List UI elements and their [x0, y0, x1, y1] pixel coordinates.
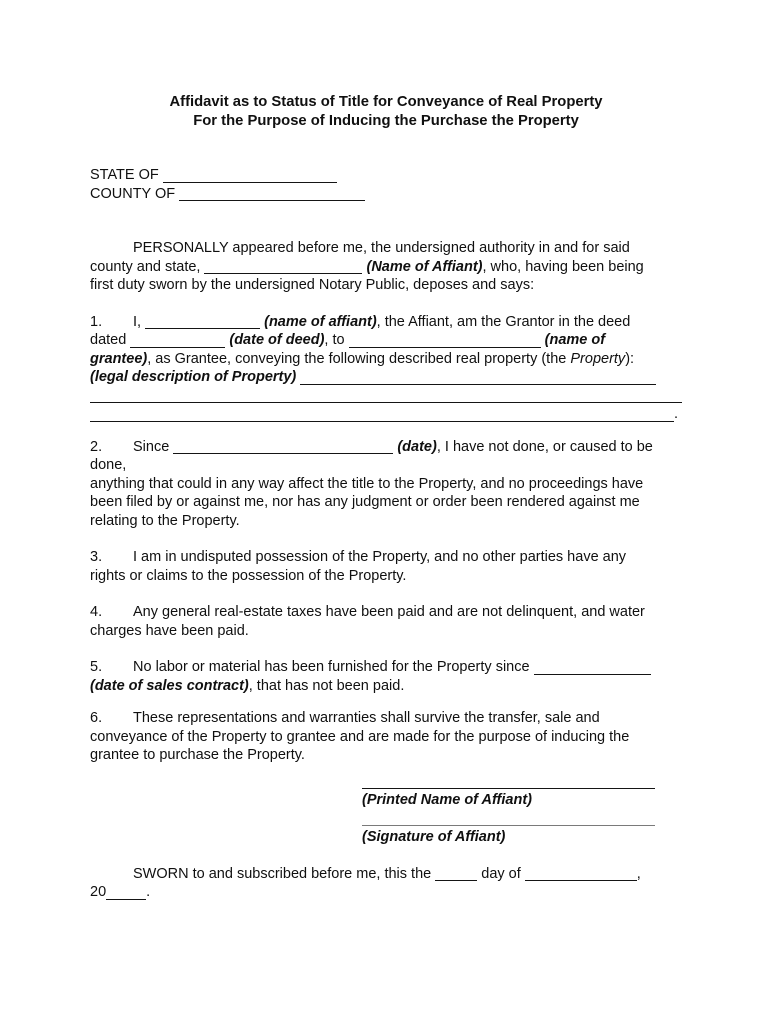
text-run: charges have been paid. [90, 622, 249, 639]
text-run: , I have not done, or caused to be done, [90, 438, 657, 473]
text-run: I am in undisputed possession of the Property, and no other parties have any [133, 549, 627, 565]
paragraph-4-line [90, 622, 682, 641]
paragraph-4-line [90, 603, 682, 622]
text-run: 20 [90, 884, 107, 900]
paragraph-1-line [90, 313, 682, 332]
document-body [90, 166, 682, 902]
text-run: , that has not been paid. [248, 677, 405, 694]
text-run: SWORN to and subscribed before me, this the [133, 865, 436, 882]
text-run: . [146, 884, 151, 900]
signature-label: (Signature of Affiant) [362, 829, 506, 845]
text-run: been filed by or against me, nor has any judgment or order been rendered against me [90, 494, 640, 510]
paragraph-4 [90, 603, 682, 640]
paragraph-2-line [90, 493, 682, 512]
paragraph-6-line [90, 709, 682, 728]
text-run: , the Affiant, am the Grantor in the deed [376, 313, 631, 330]
text-run: These representations and warranties shall survive the transfer, sale and [133, 710, 600, 726]
paragraph-2-line [90, 512, 682, 531]
p1-affiant-name-blank[interactable] [145, 323, 260, 329]
text-run: No labor or material has been furnished for the Property since [133, 659, 534, 675]
text-run: I, [133, 313, 146, 330]
item-3-number: 3. [90, 549, 103, 565]
text-run: , to [324, 332, 349, 348]
text-run: relating to the Property. [90, 512, 240, 529]
text-run: conveyance of the Property to grantee and are made for the purpose of inducing the [90, 728, 630, 745]
p2-date-blank[interactable] [173, 448, 393, 454]
text-run: anything that could in any way affect the title to the Property, and no proceedings have [90, 475, 644, 492]
item-6-number: 6. [90, 710, 103, 726]
text-run: Any general real-estate taxes have been paid and are not delinquent, and water [133, 604, 645, 620]
text-run: day of [477, 865, 525, 882]
text-run: (name of [544, 332, 606, 348]
venue-block-line [90, 166, 682, 185]
text-run: ): [625, 350, 635, 367]
opening-paragraph-line [90, 258, 682, 277]
text-run: (date of sales contract) [90, 677, 249, 694]
signature-block-line [362, 810, 682, 829]
p1-grantee-name-blank[interactable] [349, 342, 541, 348]
text-run: grantee) [90, 350, 148, 367]
paragraph-1-line [90, 368, 682, 387]
text-run: (name of affiant) [264, 313, 377, 330]
sworn-month-blank[interactable] [525, 875, 637, 881]
text-run: , who, having been being [482, 258, 644, 275]
state-name-blank[interactable] [163, 177, 337, 183]
paragraph-1-line [90, 405, 682, 424]
text-run: county and state, [90, 258, 205, 275]
venue-block-line [90, 185, 682, 204]
county-of-label: COUNTY OF [90, 185, 180, 202]
venue-block [90, 166, 682, 203]
text-run: (date) [397, 438, 437, 455]
paragraph-1 [90, 313, 682, 424]
item-5-number: 5. [90, 659, 103, 675]
signature-line[interactable] [362, 820, 655, 826]
paragraph-5 [90, 658, 682, 695]
text-run: Property [570, 350, 626, 367]
printed-name-line[interactable] [362, 783, 655, 789]
text-run: dated [90, 332, 131, 348]
signature-block-line [362, 773, 682, 792]
affiant-name-blank[interactable] [204, 268, 362, 274]
p5-sales-contract-date-blank[interactable] [534, 669, 651, 675]
signature-block-line [362, 828, 682, 847]
text-run: PERSONALLY appeared before me, the undersigned authority in and for said [133, 240, 630, 256]
paragraph-5-line [90, 658, 682, 677]
document-title-line-1: Affidavit as to Status of Title for Conveyance of Real Property [169, 94, 603, 110]
document-title-line-2: For the Purpose of Inducing the Purchase the Property [193, 112, 579, 129]
paragraph-3 [90, 548, 682, 585]
signature-block-line [362, 791, 682, 810]
text-run: (date of deed) [229, 332, 325, 348]
paragraph-3-line [90, 567, 682, 586]
text-run: (legal description of Property) [90, 369, 297, 385]
state-of-label: STATE OF [90, 167, 163, 183]
text-run: rights or claims to the possession of the Property. [90, 567, 407, 584]
county-name-blank[interactable] [179, 195, 365, 201]
paragraph-6-line [90, 728, 682, 747]
text-run: , as Grantee, conveying the following described real property (the [147, 350, 571, 367]
text-run: Since [133, 438, 174, 455]
document-title [90, 93, 682, 130]
opening-paragraph-line [90, 239, 682, 258]
text-run: grantee to purchase the Property. [90, 747, 305, 763]
text-run: , [636, 865, 641, 882]
paragraph-2-line [90, 475, 682, 494]
item-1-number: 1. [90, 313, 103, 330]
opening-paragraph [90, 239, 682, 295]
sworn-clause-line [90, 883, 682, 902]
legal-description-blank-1[interactable] [300, 379, 656, 385]
text-run: first duty sworn by the undersigned Notary Public, deposes and says: [90, 277, 535, 293]
signature-block [362, 773, 682, 847]
paragraph-3-line [90, 548, 682, 567]
sworn-clause-line [90, 865, 682, 884]
item-4-number: 4. [90, 604, 103, 620]
printed-name-label: (Printed Name of Affiant) [362, 792, 532, 808]
text-run: . [674, 406, 679, 422]
paragraph-2-line [90, 438, 682, 475]
paragraph-1-line [90, 387, 682, 406]
paragraph-2 [90, 438, 682, 531]
text-run: (Name of Affiant) [366, 258, 483, 275]
sworn-clause [90, 865, 682, 902]
paragraph-1-line [90, 350, 682, 369]
paragraph-1-line [90, 331, 682, 350]
legal-description-blank-2[interactable] [90, 397, 682, 403]
sworn-year-blank[interactable] [106, 894, 146, 900]
opening-paragraph-line [90, 276, 682, 295]
item-2-number: 2. [90, 438, 103, 455]
paragraph-6 [90, 709, 682, 765]
legal-description-blank-3[interactable] [90, 416, 674, 422]
paragraph-6-line [90, 746, 682, 765]
paragraph-5-line [90, 677, 682, 696]
p1-deed-date-blank[interactable] [130, 342, 225, 348]
sworn-day-blank[interactable] [435, 875, 477, 881]
